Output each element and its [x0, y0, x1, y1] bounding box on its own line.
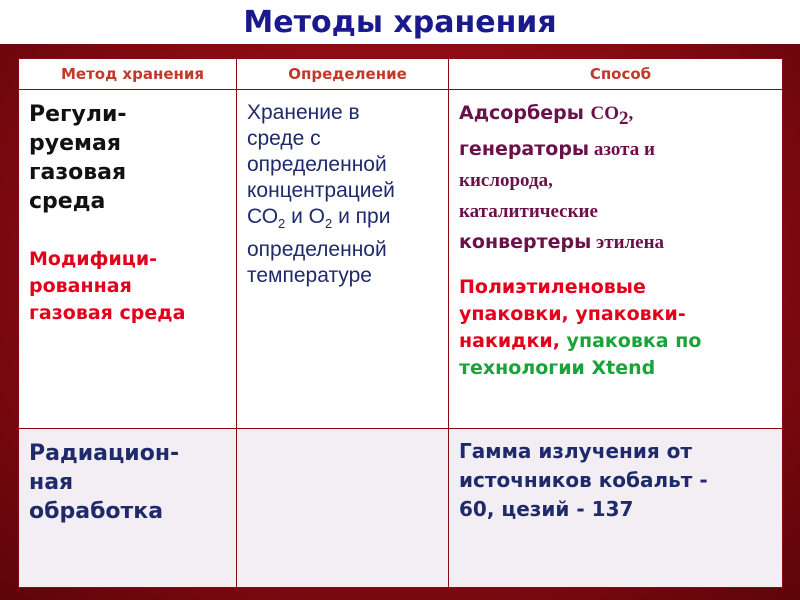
controlled-way-text: Адсорберы $СО_2$, генераторы азота и кислорода, каталитические конвертеры этилена	[459, 102, 665, 253]
header-method: Метод хранения	[19, 59, 237, 90]
definition-text: Хранение в среде с определенной концентрацией $СО_2$ и $О_2$ и при определенной температуре	[247, 101, 395, 288]
radiation-way-text: Гамма излучения от источников кобальт - 60, цезий - 137	[459, 439, 708, 521]
way-cell	[449, 429, 783, 588]
method-cell	[19, 90, 237, 429]
header-way: Способ	[449, 59, 783, 90]
table-row	[19, 429, 783, 588]
page-title: Методы хранения	[243, 5, 557, 40]
methods-table	[18, 58, 783, 588]
method-cell	[19, 429, 237, 588]
controlled-atmosphere-label: Регули- руемая газовая среда	[29, 102, 127, 214]
modified-atmosphere-label: Модифици- рованная газовая среда	[29, 248, 186, 324]
definition-cell	[237, 90, 449, 429]
definition-cell	[237, 429, 449, 588]
way-cell	[449, 90, 783, 429]
radiation-label: Радиацион- ная обработка	[29, 441, 180, 524]
modified-way-text: Полиэтиленовые упаковки, упаковки- накидки, упаковка по технологии Xtend	[459, 275, 702, 379]
table-row	[19, 90, 783, 429]
table-header-row	[19, 59, 783, 90]
header-definition: Определение	[237, 59, 449, 90]
